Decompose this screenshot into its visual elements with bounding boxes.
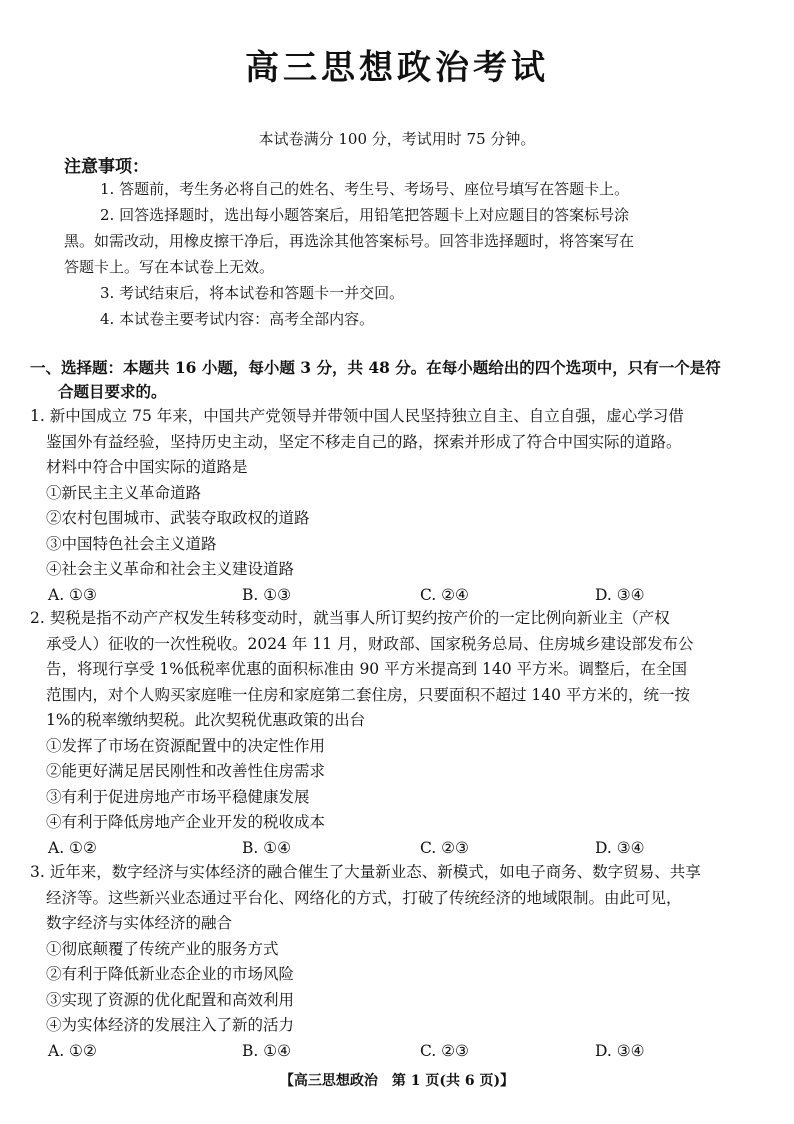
question-stem-line: 鉴国外有益经验，坚持历史主动，坚定不移走自己的路，探索并形成了符合中国实际的道路。 [46,432,682,451]
answer-choices [30,836,770,861]
notice-list [64,176,744,332]
notice-item: 4. 本试卷主要考试内容：高考全部内容。 [100,310,375,328]
notice-item: 1. 答题前，考生务必将自己的姓名、考生号、考场号、座位号填写在答题卡上。 [100,180,630,198]
statement-item: ④为实体经济的发展注入了新的活力 [46,1016,295,1034]
page-footer: 【高三思想政治 第 1 页(共 6 页)】 [279,1073,515,1089]
question-1 [30,404,770,608]
exam-subtitle: 本试卷满分 100 分，考试用时 75 分钟。 [258,130,536,148]
section-heading [30,356,770,404]
choice-c: C. ②④ [420,585,469,604]
question-stem-line: 数字经济与实体经济的融合 [46,914,233,932]
statement-item: ③有利于促进房地产市场平稳健康发展 [46,787,310,806]
statement-item: ①彻底颠覆了传统产业的服务方式 [46,939,279,958]
answer-choices [30,583,770,608]
statement-item: ②农村包围城市、武装夺取政权的道路 [46,509,310,527]
question-stem-line: 1. 新中国成立 75 年来，中国共产党领导并带领中国人民坚持独立自主、自立自强，虚心学习借 [30,407,684,425]
choice-d: D. ③④ [595,838,645,857]
question-2 [30,606,770,861]
notice-heading: 注意事项： [64,157,149,177]
answer-choices [30,1039,770,1064]
section-heading-line: 一、选择题：本题共 16 小题，每小题 3 分，共 48 分。在每小题给出的四个选项中，只有一个是符 [30,358,721,377]
choice-b: B. ①④ [242,1041,292,1060]
question-stem-line: 告，将现行享受 1%低税率优惠的面积标准由 90 平方米提高到 140 平方米。调整后，在全国 [46,660,688,678]
notice-item-continued: 答题卡上。写在本试卷上无效。 [64,258,275,276]
question-stem-line: 范围内，对个人购买家庭唯一住房和家庭第二套住房，只要面积不超过 140 平方米的，统一按 [46,685,690,704]
statement-item: ③实现了资源的优化配置和高效利用 [46,990,295,1009]
section-heading-line: 合题目要求的。 [58,382,167,401]
question-stem-line: 经济等。这些新兴业态通过平台化、网络化的方式，打破了传统经济的地域限制。由此可见， [46,888,682,907]
exam-title: 高三思想政治考试 [245,48,549,88]
statement-item: ③中国特色社会主义道路 [46,534,217,553]
question-stem-line: 3. 近年来，数字经济与实体经济的融合催生了大量新业态、新模式，如电子商务、数字贸易、共享 [30,863,701,881]
notice-item-continued: 黑。如需改动，用橡皮擦干净后，再选涂其他答案标号。回答非选择题时，将答案写在 [64,232,635,250]
question-3 [30,860,770,1064]
choice-a: A. ①② [48,838,97,857]
choice-a: A. ①② [48,1041,97,1060]
question-stem-line: 2. 契税是指不动产产权发生转移变动时，就当事人所订契约按产价的一定比例向新业主（产权 [30,609,670,627]
choice-a: A. ①③ [48,585,97,604]
statement-item: ②有利于降低新业态企业的市场风险 [46,965,295,983]
statement-item: ①新民主主义革命道路 [46,483,202,502]
choice-d: D. ③④ [595,1041,645,1060]
choice-c: C. ②③ [420,838,469,857]
question-stem-line: 承受人）征收的一次性税收。2024 年 11 月，财政部、国家税务总局、住房城乡建设部发布公 [46,634,694,653]
statement-item: ①发挥了市场在资源配置中的决定性作用 [46,736,326,755]
statement-item: ④社会主义革命和社会主义建设道路 [46,560,295,578]
choice-d: D. ③④ [595,585,645,604]
question-stem-line: 材料中符合中国实际的道路是 [46,458,248,476]
notice-item: 2. 回答选择题时，选出每小题答案后，用铅笔把答题卡上对应题目的答案标号涂 [100,206,630,224]
choice-c: C. ②③ [420,1041,469,1060]
choice-b: B. ①④ [242,838,292,857]
choice-b: B. ①③ [242,585,292,604]
statement-item: ②能更好满足居民刚性和改善性住房需求 [46,762,326,780]
question-stem-line: 1%的税率缴纳契税。此次契税优惠政策的出台 [46,711,366,729]
statement-item: ④有利于降低房地产企业开发的税收成本 [46,813,326,831]
notice-item: 3. 考试结束后，将本试卷和答题卡一并交回。 [100,284,405,302]
